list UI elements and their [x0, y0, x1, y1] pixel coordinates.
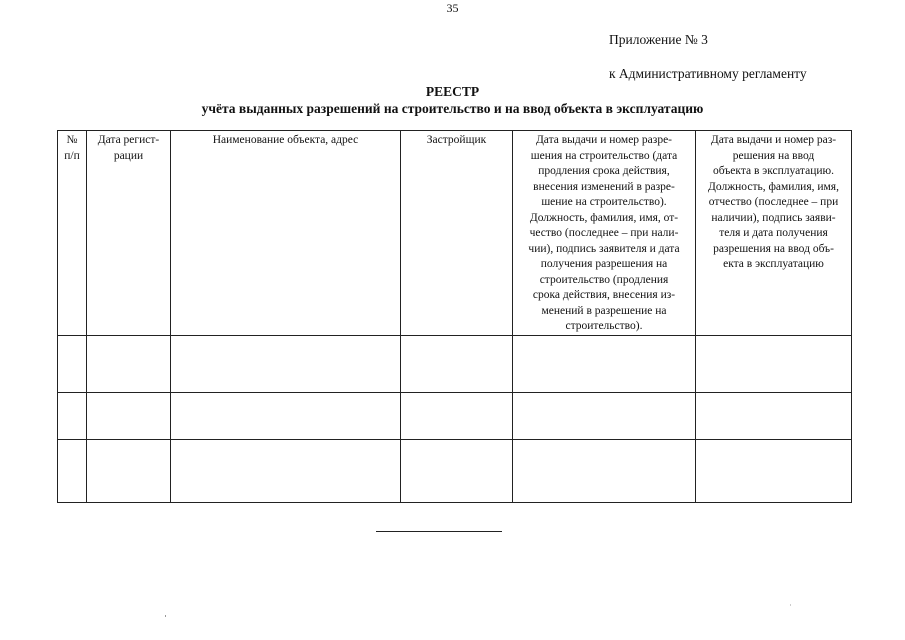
table-cell — [87, 392, 171, 439]
table-cell — [87, 439, 171, 502]
column-header-commissioning-permit: Дата выдачи и номер раз- решения на ввод объекта в эксплуатацию. Должность, фамилия, имя, отчество (последнее – при наличии), подпись заяви- теля и дата получения разрешения на ввод объ- екта в эксплуатацию — [696, 131, 852, 336]
column-header-registration-date: Дата регист- рации — [87, 131, 171, 336]
scan-speck — [790, 604, 791, 606]
table-header-row — [58, 131, 852, 336]
regulation-reference: к Административному регламенту — [609, 66, 807, 81]
column-header-object-name-address: Наименование объекта, адрес — [171, 131, 401, 336]
document-title: РЕЕСТР — [425, 84, 480, 99]
table-cell — [513, 392, 696, 439]
table-row — [58, 439, 852, 502]
table-cell — [58, 335, 87, 392]
table-cell — [696, 335, 852, 392]
table-cell — [87, 335, 171, 392]
table-cell — [58, 392, 87, 439]
table-cell — [513, 439, 696, 502]
document-subtitle: учёта выданных разрешений на строительство и на ввод объекта в эксплуатацию — [201, 101, 704, 116]
table-cell — [171, 439, 401, 502]
table-row — [58, 392, 852, 439]
page-number: 35 — [446, 1, 459, 15]
registry-table — [57, 130, 852, 503]
table-cell — [696, 439, 852, 502]
table-cell — [171, 335, 401, 392]
column-header-number: № п/п — [58, 131, 87, 336]
appendix-label: Приложение № 3 — [609, 32, 708, 47]
table-cell — [401, 439, 513, 502]
table-cell — [696, 392, 852, 439]
table-cell — [58, 439, 87, 502]
table-cell — [401, 392, 513, 439]
footer-divider-line — [376, 531, 502, 532]
column-header-developer: Застройщик — [401, 131, 513, 336]
table-row — [58, 335, 852, 392]
table-cell — [513, 335, 696, 392]
table-cell — [401, 335, 513, 392]
table-cell — [171, 392, 401, 439]
column-header-construction-permit: Дата выдачи и номер разре- шения на строительство (дата продления срока действия, внесения изменений в разре- шение на строительство). Должность, фамилия, имя, от- чество (последнее – при нали- чии), подпись заявителя и дата получения разрешения на строительство (продления срока действия, внесения из- менений в разрешение на строительство). — [513, 131, 696, 336]
scan-speck — [165, 615, 166, 617]
